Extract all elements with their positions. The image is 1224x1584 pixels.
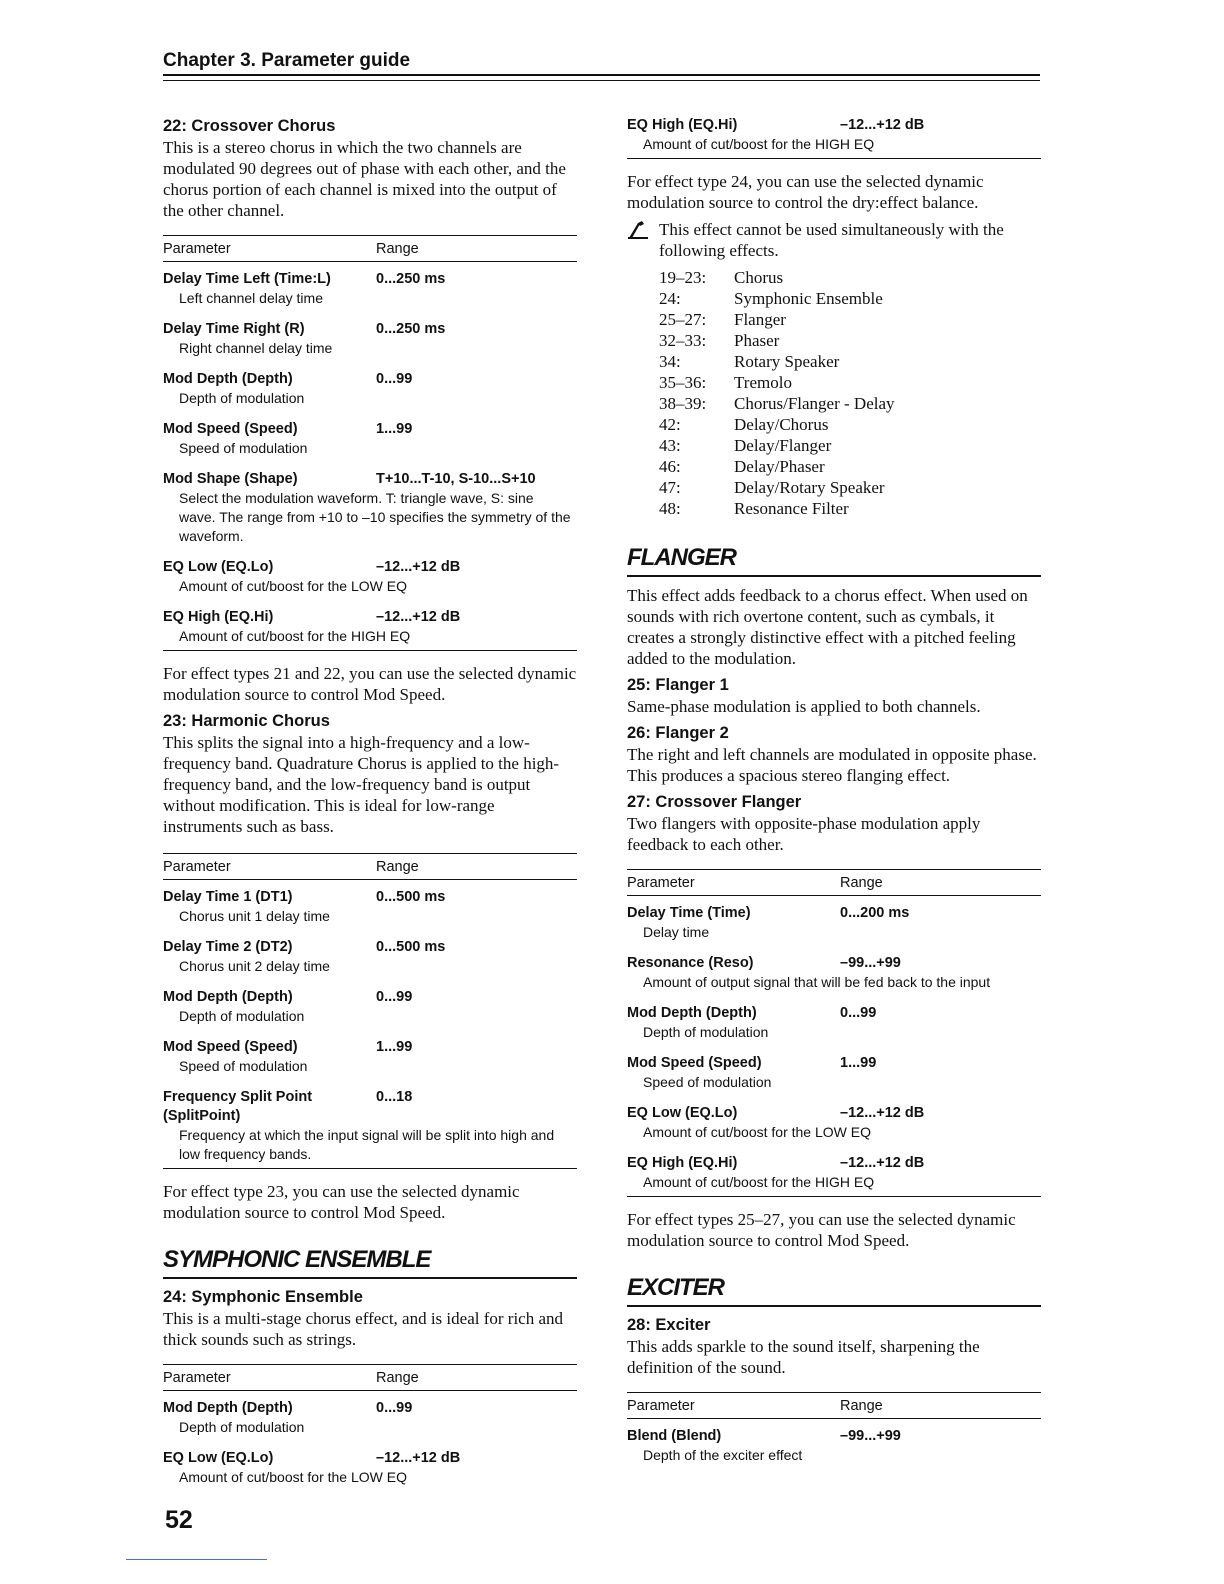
list-item xyxy=(627,477,1041,498)
param-desc: Depth of the exciter effect xyxy=(643,1447,803,1463)
header-rule-thin xyxy=(163,80,1040,81)
section-heading: FLANGER xyxy=(627,543,1041,577)
param-name: Mod Depth (Depth) xyxy=(627,1005,757,1021)
parameter-table xyxy=(163,235,577,651)
col-header-parameter: Parameter xyxy=(163,858,231,875)
table-header xyxy=(163,1365,577,1391)
param-desc: Right channel delay time xyxy=(179,340,333,356)
param-range: 0...200 ms xyxy=(840,905,910,921)
effect-number: 24: xyxy=(659,289,681,308)
col-header-range: Range xyxy=(840,1397,883,1414)
param-name: EQ Low (EQ.Lo) xyxy=(163,1450,274,1466)
paragraph: Same-phase modulation is applied to both channels. xyxy=(627,697,981,716)
paragraph: The right and left channels are modulated in opposite phase. This produces a spacious stereo flanging effect. xyxy=(627,745,1037,785)
param-range: 0...500 ms xyxy=(376,889,446,905)
param-range: 0...99 xyxy=(376,1400,413,1416)
table-header xyxy=(163,854,577,880)
param-name: Mod Speed (Speed) xyxy=(627,1055,762,1071)
col-header-range: Range xyxy=(376,1369,419,1386)
subsection-title: 26: Flanger 2 xyxy=(627,724,729,742)
list-item xyxy=(627,309,1041,330)
table-row xyxy=(627,1096,1041,1146)
table-row xyxy=(163,980,577,1030)
param-range: 0...99 xyxy=(376,371,413,387)
effect-number: 47: xyxy=(659,478,681,497)
section-heading: SYMPHONIC ENSEMBLE xyxy=(163,1245,577,1279)
effect-name: Resonance Filter xyxy=(734,499,849,518)
section-heading: EXCITER xyxy=(627,1273,1041,1307)
table-header xyxy=(627,1393,1041,1419)
table-row xyxy=(627,1046,1041,1096)
table-row xyxy=(627,996,1041,1046)
param-desc: Amount of cut/boost for the HIGH EQ xyxy=(643,1174,875,1190)
param-name: Delay Time 1 (DT1) xyxy=(163,889,293,905)
param-range: –12...+12 dB xyxy=(840,117,925,133)
effect-name: Delay/Chorus xyxy=(734,415,829,434)
param-name: Frequency Split Point (SplitPoint) xyxy=(163,1089,313,1124)
effect-name: Chorus xyxy=(734,268,784,287)
table-header xyxy=(627,870,1041,896)
col-header-range: Range xyxy=(840,874,883,891)
param-name: Mod Depth (Depth) xyxy=(163,989,293,1005)
table-row xyxy=(163,930,577,980)
effect-name: Phaser xyxy=(734,331,780,350)
note-text: This effect cannot be used simultaneously with the following effects. xyxy=(659,220,1004,260)
effect-number: 25–27: xyxy=(659,310,707,329)
effect-number: 32–33: xyxy=(659,331,707,350)
param-name: EQ High (EQ.Hi) xyxy=(627,1155,738,1171)
param-desc: Delay time xyxy=(643,924,710,940)
param-range: 0...99 xyxy=(840,1005,877,1021)
col-header-parameter: Parameter xyxy=(163,240,231,257)
list-item xyxy=(627,330,1041,351)
col-header-range: Range xyxy=(376,240,419,257)
param-desc: Depth of modulation xyxy=(179,1419,305,1435)
list-item xyxy=(627,288,1041,309)
table-row xyxy=(163,880,577,930)
param-range: 0...500 ms xyxy=(376,939,446,955)
table-row xyxy=(163,1030,577,1080)
list-item xyxy=(627,414,1041,435)
page-header xyxy=(163,50,1040,72)
parameter-table xyxy=(627,1392,1041,1469)
paragraph: This is a multi-stage chorus effect, and is ideal for rich and thick sounds such as strings. xyxy=(163,1309,564,1349)
effect-number: 46: xyxy=(659,457,681,476)
page-number: 52 xyxy=(165,1506,193,1534)
param-desc: Amount of cut/boost for the LOW EQ xyxy=(179,1469,407,1485)
param-name: EQ High (EQ.Hi) xyxy=(627,117,738,133)
param-range: –99...+99 xyxy=(840,1428,901,1444)
paragraph: For effect type 24, you can use the selected dynamic modulation source to control the dry:effect balance. xyxy=(627,172,984,212)
table-row xyxy=(163,362,577,412)
param-name: Delay Time Left (Time:L) xyxy=(163,271,331,287)
param-desc: Speed of modulation xyxy=(179,440,308,456)
caution-note xyxy=(627,219,1041,261)
param-name: EQ Low (EQ.Lo) xyxy=(163,559,274,575)
param-desc: Select the modulation waveform. T: triangle wave, S: sine wave. The range from +10 to –10 specifies the symmetry of the waveform. xyxy=(179,490,571,544)
param-desc: Amount of output signal that will be fed back to the input xyxy=(643,974,991,990)
col-header-parameter: Parameter xyxy=(627,1397,695,1414)
param-desc: Depth of modulation xyxy=(643,1024,769,1040)
subsection-title: 25: Flanger 1 xyxy=(627,676,729,694)
effect-name: Chorus/Flanger - Delay xyxy=(734,394,895,413)
param-range: 1...99 xyxy=(840,1055,877,1071)
effect-name: Delay/Phaser xyxy=(734,457,825,476)
list-item xyxy=(627,372,1041,393)
list-item xyxy=(627,351,1041,372)
param-range: 1...99 xyxy=(376,1039,413,1055)
table-row xyxy=(163,1441,577,1491)
subsection-title: 23: Harmonic Chorus xyxy=(163,712,330,730)
effect-name: Tremolo xyxy=(734,373,792,392)
param-desc: Amount of cut/boost for the HIGH EQ xyxy=(179,628,411,644)
list-item xyxy=(627,456,1041,477)
table-row xyxy=(163,462,577,550)
table-row xyxy=(627,1419,1041,1469)
incompatible-effects-list xyxy=(627,267,1041,519)
chapter-title: Chapter 3. Parameter guide xyxy=(163,50,411,71)
param-name: Delay Time Right (R) xyxy=(163,321,305,337)
right-column xyxy=(627,116,1041,1469)
param-range: 0...18 xyxy=(376,1089,413,1105)
paragraph: This splits the signal into a high-frequency and a low-frequency band. Quadrature Chorus is applied to the high-frequency band, and the low-frequency band is output without modification. This is ideal for low-range instruments such as bass. xyxy=(163,733,560,836)
table-row xyxy=(627,896,1041,946)
param-name: Mod Depth (Depth) xyxy=(163,371,293,387)
effect-name: Delay/Flanger xyxy=(734,436,832,455)
paragraph: This is a stereo chorus in which the two channels are modulated 90 degrees out of phase with each other, and the chorus portion of each channel is mixed into the output of the other channel. xyxy=(163,138,566,220)
param-range: –99...+99 xyxy=(840,955,901,971)
parameter-table xyxy=(627,869,1041,1197)
effect-number: 48: xyxy=(659,499,681,518)
param-name: Resonance (Reso) xyxy=(627,955,754,971)
left-column xyxy=(163,116,577,1491)
list-item xyxy=(627,267,1041,288)
param-name: Mod Depth (Depth) xyxy=(163,1400,293,1416)
effect-number: 19–23: xyxy=(659,268,707,287)
table-row xyxy=(627,946,1041,996)
table-row xyxy=(163,550,577,600)
param-name: Delay Time (Time) xyxy=(627,905,751,921)
param-desc: Left channel delay time xyxy=(179,290,323,306)
subsection-title: 28: Exciter xyxy=(627,1316,711,1334)
parameter-table-continued xyxy=(627,116,1041,159)
paragraph: For effect types 25–27, you can use the selected dynamic modulation source to control Mod Speed. xyxy=(627,1210,1016,1250)
param-desc: Amount of cut/boost for the LOW EQ xyxy=(643,1124,871,1140)
param-name: EQ Low (EQ.Lo) xyxy=(627,1105,738,1121)
param-name: Mod Speed (Speed) xyxy=(163,1039,298,1055)
col-header-parameter: Parameter xyxy=(163,1369,231,1386)
param-desc: Speed of modulation xyxy=(179,1058,308,1074)
param-name: EQ High (EQ.Hi) xyxy=(163,609,274,625)
col-header-range: Range xyxy=(376,858,419,875)
footer-rule xyxy=(126,1559,267,1560)
param-desc: Depth of modulation xyxy=(179,390,305,406)
subsection-title: 22: Crossover Chorus xyxy=(163,117,336,135)
table-row xyxy=(163,1391,577,1441)
table-row xyxy=(163,312,577,362)
col-header-parameter: Parameter xyxy=(627,874,695,891)
param-range: –12...+12 dB xyxy=(840,1155,925,1171)
table-row xyxy=(163,412,577,462)
effect-number: 38–39: xyxy=(659,394,707,413)
param-range: T+10...T-10, S-10...S+10 xyxy=(376,471,536,487)
param-range: 0...250 ms xyxy=(376,321,446,337)
paragraph: Two flangers with opposite-phase modulation apply feedback to each other. xyxy=(627,814,981,854)
param-name: Delay Time 2 (DT2) xyxy=(163,939,293,955)
param-range: –12...+12 dB xyxy=(840,1105,925,1121)
paragraph: For effect type 23, you can use the selected dynamic modulation source to control Mod Speed. xyxy=(163,1182,520,1222)
param-range: –12...+12 dB xyxy=(376,609,461,625)
warning-pencil-icon xyxy=(627,219,659,261)
subsection-title: 27: Crossover Flanger xyxy=(627,793,802,811)
table-row xyxy=(163,1080,577,1168)
param-desc: Amount of cut/boost for the HIGH EQ xyxy=(643,136,875,152)
table-row xyxy=(627,116,1041,158)
table-header xyxy=(163,236,577,262)
effect-number: 35–36: xyxy=(659,373,707,392)
param-range: –12...+12 dB xyxy=(376,1450,461,1466)
table-row xyxy=(627,1146,1041,1196)
subsection-title: 24: Symphonic Ensemble xyxy=(163,1288,363,1306)
list-item xyxy=(627,435,1041,456)
parameter-table xyxy=(163,1364,577,1491)
paragraph: This effect adds feedback to a chorus effect. When used on sounds with rich overtone content, such as cymbals, it creates a strongly distinctive effect with a pitched feeling added to the modulation. xyxy=(627,586,1028,668)
param-range: 0...250 ms xyxy=(376,271,446,287)
param-name: Mod Shape (Shape) xyxy=(163,471,298,487)
param-name: Blend (Blend) xyxy=(627,1428,722,1444)
effect-number: 42: xyxy=(659,415,681,434)
param-range: –12...+12 dB xyxy=(376,559,461,575)
param-desc: Amount of cut/boost for the LOW EQ xyxy=(179,578,407,594)
param-desc: Chorus unit 2 delay time xyxy=(179,958,330,974)
effect-name: Delay/Rotary Speaker xyxy=(734,478,885,497)
effect-number: 34: xyxy=(659,352,681,371)
effect-number: 43: xyxy=(659,436,681,455)
list-item xyxy=(627,393,1041,414)
list-item xyxy=(627,498,1041,519)
param-range: 0...99 xyxy=(376,989,413,1005)
param-range: 1...99 xyxy=(376,421,413,437)
effect-name: Symphonic Ensemble xyxy=(734,289,883,308)
paragraph: For effect types 21 and 22, you can use the selected dynamic modulation source to control Mod Speed. xyxy=(163,664,577,704)
table-row xyxy=(163,262,577,312)
paragraph: This adds sparkle to the sound itself, sharpening the definition of the sound. xyxy=(627,1337,980,1377)
header-rule xyxy=(163,74,1040,76)
table-row xyxy=(163,600,577,650)
effect-name: Flanger xyxy=(734,310,786,329)
parameter-table xyxy=(163,853,577,1169)
param-desc: Frequency at which the input signal will be split into high and low frequency bands. xyxy=(179,1127,555,1162)
effect-name: Rotary Speaker xyxy=(734,352,840,371)
param-desc: Depth of modulation xyxy=(179,1008,305,1024)
param-name: Mod Speed (Speed) xyxy=(163,421,298,437)
param-desc: Chorus unit 1 delay time xyxy=(179,908,330,924)
param-desc: Speed of modulation xyxy=(643,1074,772,1090)
